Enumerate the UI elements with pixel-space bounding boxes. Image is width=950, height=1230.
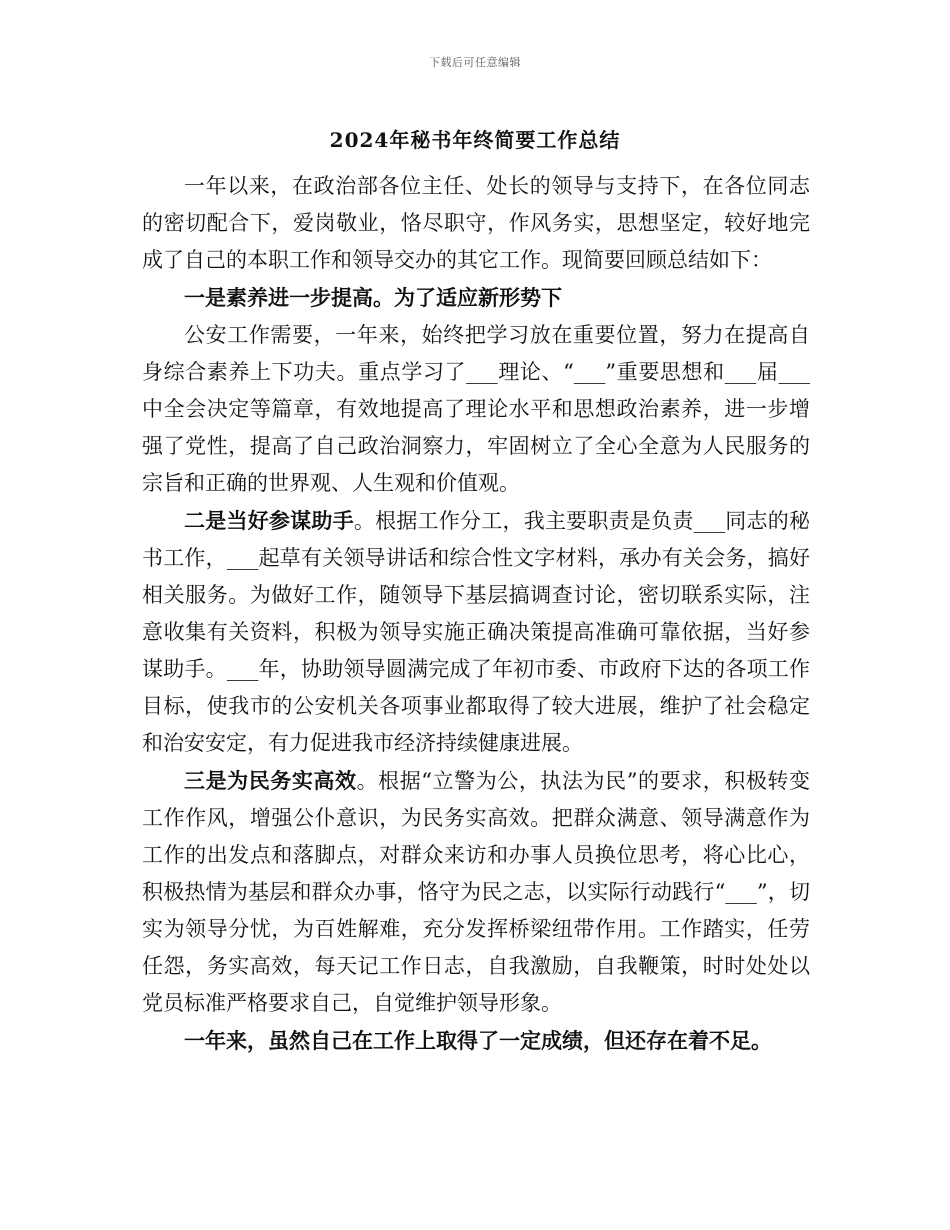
closing-lead: 一年来，虽然自己在工作上取得了一定成绩，但还存在着不足。 xyxy=(184,1028,772,1053)
section-three-lead: 三是为民务实高效 xyxy=(184,768,357,793)
section-one-paragraph xyxy=(142,317,810,502)
section-one-heading xyxy=(142,279,810,317)
section-two-lead: 二是当好参谋助手 xyxy=(184,508,354,533)
section-one-lead: 一是素养进一步提高。为了适应新形势下 xyxy=(184,285,562,310)
section-two-paragraph xyxy=(142,502,810,762)
intro-text: 一年以来，在政治部各位主任、处长的领导与支持下，在各位同志的密切配合下，爱岗敬业，恪尽职守，作风务实，思想坚定，较好地完成了自己的本职工作和领导交办的其它工作。现简要回顾总结如下： xyxy=(142,174,810,272)
closing-paragraph xyxy=(142,1022,810,1060)
document-body xyxy=(142,168,810,1060)
section-one-text: 公安工作需要，一年来，始终把学习放在重要位置，努力在提高自身综合素养上下功夫。重点学习了___理论、“___”重要思想和___届___中全会决定等篇章，有效地提高了理论水平和思想政治素养，进一步增强了党性，提高了自己政治洞察力，牢固树立了全心全意为人民服务的宗旨和正确的世界观、人生观和价值观。 xyxy=(142,323,810,495)
section-three-paragraph xyxy=(142,762,810,1022)
header-note: 下载后可任意编辑 xyxy=(429,56,521,69)
intro-paragraph xyxy=(142,168,810,279)
section-three-text: 。根据“立警为公，执法为民”的要求，积极转变工作作风，增强公仆意识，为民务实高效。把群众满意、领导满意作为工作的出发点和落脚点，对群众来访和办事人员换位思考，将心比心，积极热情为基层和群众办事，恪守为民之志，以实际行动践行“___”，切实为领导分忧，为百姓解难，充分发挥桥梁纽带作用。工作踏实，任劳任怨，务实高效，每天记工作日志，自我激励，自我鞭策，时时处处以党员标准严格要求自己，自觉维护领导形象。 xyxy=(142,769,810,1015)
section-two-text: 。根据工作分工，我主要职责是负责___同志的秘书工作，___起草有关领导讲话和综合性文字材料，承办有关会务，搞好相关服务。为做好工作，随领导下基层搞调查讨论，密切联系实际，注意收集有关资料，积极为领导实施正确决策提高准确可靠依据，当好参谋助手。___年，协助领导圆满完成了年初市委、市政府下达的各项工作目标，使我市的公安机关各项事业都取得了较大进展，维护了社会稳定和治安安定，有力促进我市经济持续健康进展。 xyxy=(142,509,811,755)
document-title: 2024年秘书年终简要工作总结 xyxy=(329,128,621,152)
